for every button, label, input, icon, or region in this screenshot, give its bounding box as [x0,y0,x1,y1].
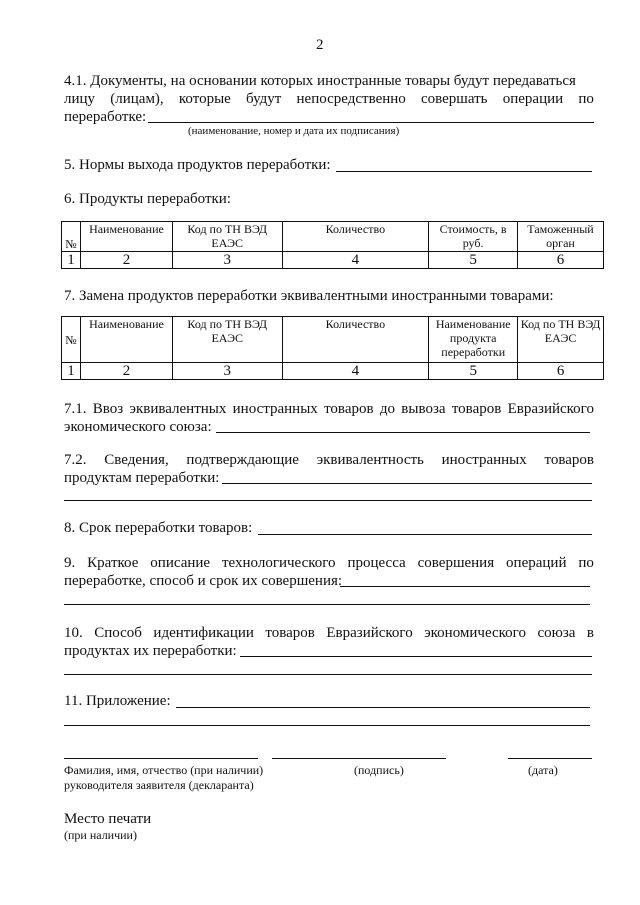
word: совершать [421,91,488,107]
products-table [61,221,604,269]
word: в [586,625,594,641]
word: иностранных [232,401,318,417]
word: товаров [451,401,502,417]
documents-fill-line[interactable] [148,122,594,123]
sign-signature-line[interactable] [272,758,446,759]
col-number: 6 [518,252,604,269]
col-header-code: Код по ТН ВЭД ЕАЭС [172,317,282,363]
word: по [578,555,594,571]
word: будут [246,91,282,107]
col-header-name: Наименование [80,317,172,363]
section-9-line2: переработке, способ и срок их совершения: [64,573,343,589]
word: союза [537,625,576,641]
word: Способ [94,625,142,641]
section-10-line1 [64,624,594,642]
output-norms-fill-line[interactable] [336,171,592,172]
attachment-fill-line-1[interactable] [176,707,590,708]
word: совершения [417,555,495,571]
col-number: 1 [62,252,81,269]
word: эквивалентность [316,452,424,468]
word: лицу [64,91,96,107]
tech-process-fill-line-1[interactable] [340,586,590,587]
col-header-code: Код по ТН ВЭД ЕАЭС [172,222,282,252]
section-7-1-line2: экономического союза: [64,419,212,435]
section-4-1-line1: 4.1. Документы, на основании которых иностранные товары будут передаваться [64,73,576,89]
col-header-name: Наименование [80,222,172,252]
section-9-line1 [64,554,594,572]
name-caption-line1: Фамилия, имя, отчество (при наличии) [64,763,264,777]
date-caption: (дата) [528,763,558,777]
col-header-quantity: Количество [282,222,429,252]
word: технологического [221,555,336,571]
word: иностранных [441,452,527,468]
word: товаров [265,625,315,641]
col-header-no: № [62,317,81,363]
col-number: 4 [282,252,429,269]
word: которые [178,91,231,107]
word: товаров [544,452,594,468]
word: Краткое [87,555,139,571]
section-8-label: 8. Срок переработки товаров: [64,520,253,536]
identification-fill-line-1[interactable] [240,656,592,657]
word: операции [502,91,564,107]
word: Ввоз [92,401,124,417]
word: вывоза [401,401,446,417]
equivalence-info-fill-line-1[interactable] [222,483,592,484]
word: Сведения, [104,452,169,468]
col-number: 6 [518,363,604,380]
col-number: 2 [80,252,172,269]
word: 7.1. [64,401,87,417]
word: 7.2. [64,452,87,468]
section-11-label: 11. Приложение: [64,693,171,709]
word: описание [150,555,211,571]
col-number: 2 [80,363,172,380]
word: 10. [64,625,83,641]
col-number: 1 [62,363,81,380]
word: непосредственно [296,91,406,107]
equivalence-info-fill-line-2[interactable] [64,500,592,501]
col-number: 3 [172,363,282,380]
section-6-label: 6. Продукты переработки: [64,191,231,207]
section-7-label: 7. Замена продуктов переработки эквивалентными иностранными товарами: [64,288,554,304]
word: Евразийского [326,625,413,641]
identification-fill-line-2[interactable] [64,674,592,675]
col-number: 5 [429,363,518,380]
name-signature-line[interactable] [64,758,258,759]
processing-period-fill-line[interactable] [258,534,592,535]
word: эквивалентных [129,401,227,417]
word: идентификации [153,625,254,641]
documents-caption: (наименование, номер и дата их подписания) [188,125,400,137]
date-signature-line[interactable] [508,758,592,759]
word: (лицам), [110,91,164,107]
section-5-label: 5. Нормы выхода продуктов переработки: [64,157,331,173]
section-7-2-line2: продуктам переработки: [64,470,220,486]
page-number: 2 [316,37,324,53]
word: Евразийского [507,401,594,417]
col-header-quantity: Количество [282,317,429,363]
word: 9. [64,555,76,571]
word: до [379,401,395,417]
tech-process-fill-line-2[interactable] [64,604,590,605]
section-4-1-line3: переработке: [64,109,147,125]
col-number: 3 [172,252,282,269]
col-header-product-name: Наименование продукта переработки [429,317,518,363]
section-7-2-line1 [64,451,594,469]
col-number: 4 [282,363,429,380]
equivalent-goods-table [61,316,604,380]
col-header-cost: Стоимость, в руб. [429,222,518,252]
word: по [578,91,594,107]
word: процесса [347,555,406,571]
word: экономического [424,625,526,641]
word: операций [506,555,567,571]
equivalent-import-fill-line[interactable] [216,432,590,433]
col-number: 5 [429,252,518,269]
word: товаров [324,401,374,417]
word: подтверждающие [186,452,299,468]
section-4-1-line2 [64,90,594,108]
col-header-no: № [62,222,81,252]
col-header-code-2: Код по ТН ВЭД ЕАЭС [518,317,604,363]
col-header-customs: Таможенный орган [518,222,604,252]
attachment-fill-line-2[interactable] [64,725,590,726]
section-10-line2: продуктах их переработки: [64,643,237,659]
stamp-note: (при наличии) [64,828,137,842]
name-caption-line2: руководителя заявителя (декларанта) [64,778,254,792]
sign-caption: (подпись) [354,763,404,777]
stamp-label: Место печати [64,811,152,827]
section-7-1-line1 [64,400,594,418]
